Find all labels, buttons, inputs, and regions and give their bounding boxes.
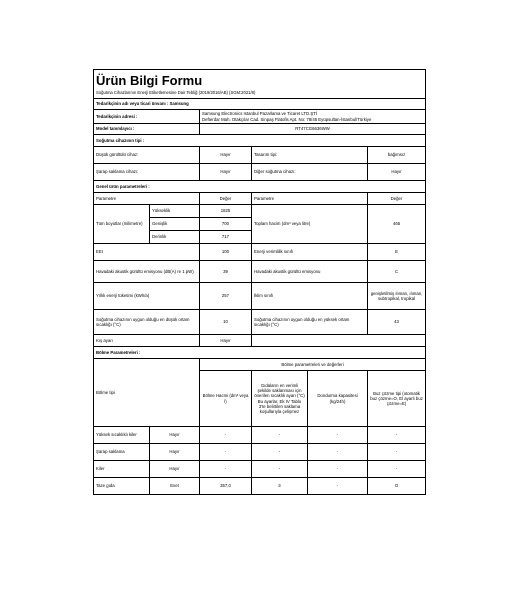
table-row xyxy=(94,427,426,444)
general-header: Genel ürün parametreleri : xyxy=(94,181,426,193)
value-col-header: Değer xyxy=(200,193,252,205)
height-label: Yükseklik xyxy=(150,205,200,218)
width-value: 700 xyxy=(200,218,252,231)
compartment-freeze: - xyxy=(308,427,368,444)
compartment-flag: Hayır xyxy=(150,427,200,444)
value-col-header-2: Değer xyxy=(368,193,426,205)
compartment-freeze: - xyxy=(308,478,368,495)
compartment-type-label: Bölme tipi xyxy=(94,359,200,427)
other-label: Diğer soğutma cihazı: xyxy=(252,164,368,181)
noise-label: Havadaki akustik gürültü emisyonu (dB(A) re 1 pW) xyxy=(94,261,200,283)
col-temp-header: Gıdaların en verimli şekilde saklanması için önerilen sıcaklık ayarı (°C) Bu ayarlar, Ek IV Tablo 3'te belirtilen saklama koşullarıyla çelişmez xyxy=(252,371,308,427)
max-temp-label: Soğutma cihazının uygun olduğu en yüksek ortam sıcaklığı (°C) xyxy=(252,310,368,335)
noise-class-value: C xyxy=(368,261,426,283)
design-type-value: bağımsız xyxy=(368,147,426,164)
compartment-temp: 3 xyxy=(252,478,308,495)
energy-class-value: E xyxy=(368,244,426,261)
page-title: Ürün Bilgi Formu xyxy=(94,70,426,90)
design-type-label: Tasarım tipi: xyxy=(252,147,368,164)
model-label: Model tanımlayıcı : xyxy=(94,124,200,135)
col-defrost-header: Buz çözme tipi (otomatik buz çözme=O, El ayarlı buz çözme=E) xyxy=(368,371,426,427)
total-volume-value: 465 xyxy=(368,205,426,244)
winter-value: Hayır xyxy=(200,335,252,347)
low-noise-label: Düşük gürültülü cihaz: xyxy=(94,147,200,164)
table-row xyxy=(94,461,426,478)
min-temp-value: 10 xyxy=(200,310,252,335)
empty-cell xyxy=(252,335,426,347)
compartment-defrost: - xyxy=(368,444,426,461)
compartment-freeze: - xyxy=(308,444,368,461)
annual-energy-value: 257 xyxy=(200,283,252,310)
page-subtitle: Soğutma Cihazlarının Enerji Etiketlemesine Dair Tebliğ (2019/2016/AB) (SGM:2021/8) xyxy=(94,90,426,99)
compartment-volume: - xyxy=(200,461,252,478)
table-row xyxy=(94,478,426,495)
supplier-address xyxy=(200,110,426,124)
annual-energy-label: Yıllık enerji tüketimi (kWh/a) xyxy=(94,283,200,310)
compartment-label: Kiler xyxy=(94,461,150,478)
noise-class-label: Havadaki akustik gürültü emisyonu xyxy=(252,261,368,283)
compartment-temp: - xyxy=(252,427,308,444)
compartment-label: Yüksek sıcaklıklı kiler xyxy=(94,427,150,444)
compartment-header: Bölme Parametreleri : xyxy=(94,347,426,359)
compartment-flag: Evet xyxy=(150,478,200,495)
low-noise-value: Hayır xyxy=(200,147,252,164)
compartment-volume: - xyxy=(200,444,252,461)
supplier-address-label: Tedarikçinin adresi : xyxy=(94,110,200,124)
dimensions-label: Tüm boyutlar (milimetre) xyxy=(94,205,150,244)
compartment-defrost: - xyxy=(368,461,426,478)
compartment-defrost: - xyxy=(368,427,426,444)
supplier-address-line1: Samsung Electronics Istanbul Pazarlama ve Ticaret LTD.ŞTİ xyxy=(202,111,318,117)
col-volume-header: Bölme Hacmi (dm³ veya l) xyxy=(200,371,252,427)
other-value: Hayır xyxy=(368,164,426,181)
compartment-label: Taze gıda xyxy=(94,478,150,495)
compartment-params-header: Bölme parametreleri ve değerleri xyxy=(200,359,426,371)
model-value: RT47CG6636WW xyxy=(200,124,426,135)
max-temp-value: 43 xyxy=(368,310,426,335)
product-info-sheet xyxy=(93,69,425,495)
climate-class-value: genişletilmiş ılıman, ılıman, subtropikal, tropikal xyxy=(368,283,426,310)
compartment-volume: - xyxy=(200,427,252,444)
depth-label: Derinlik xyxy=(150,231,200,244)
product-info-table xyxy=(93,69,426,495)
device-type-header: Soğutma cihazının tipi : xyxy=(94,135,426,147)
compartment-flag: Hayır xyxy=(150,461,200,478)
supplier-name: Tedarikçinin adı veya ticari ünvanı : Samsung xyxy=(94,99,426,110)
depth-value: 717 xyxy=(200,231,252,244)
compartment-defrost: O xyxy=(368,478,426,495)
width-label: Genişlik xyxy=(150,218,200,231)
compartment-temp: - xyxy=(252,444,308,461)
eei-value: 100 xyxy=(200,244,252,261)
climate-class-label: İklim sınıfı xyxy=(252,283,368,310)
wine-label: Şarap saklama cihazı: xyxy=(94,164,200,181)
compartment-temp: - xyxy=(252,461,308,478)
compartment-label: Şarap saklama xyxy=(94,444,150,461)
min-temp-label: Soğutma cihazının uygun olduğu en düşük ortam sıcaklığı (°C) xyxy=(94,310,200,335)
compartment-freeze: - xyxy=(308,461,368,478)
winter-label: Kış ayarı xyxy=(94,335,200,347)
height-value: 1825 xyxy=(200,205,252,218)
eei-label: EEI xyxy=(94,244,200,261)
param-col-header-2: Parametre xyxy=(252,193,368,205)
compartment-volume: 357,0 xyxy=(200,478,252,495)
noise-value: 39 xyxy=(200,261,252,283)
col-freeze-header: Dondurma kapasitesi (kg/24h) xyxy=(308,371,368,427)
table-row xyxy=(94,444,426,461)
wine-value: Hayır xyxy=(200,164,252,181)
compartment-flag: Hayır xyxy=(150,444,200,461)
supplier-address-line2: Defterdar Mah. Otakçılar Cad. Sinpaş Flatofis Apt. No: 78/46 Eyüpsultan-İstanbul/Türkiye xyxy=(202,116,372,122)
total-volume-label: Toplam hacim (dm³ veya litre) xyxy=(252,205,368,244)
param-col-header: Parametre xyxy=(94,193,200,205)
energy-class-label: Enerji verimlilik sınıfı xyxy=(252,244,368,261)
